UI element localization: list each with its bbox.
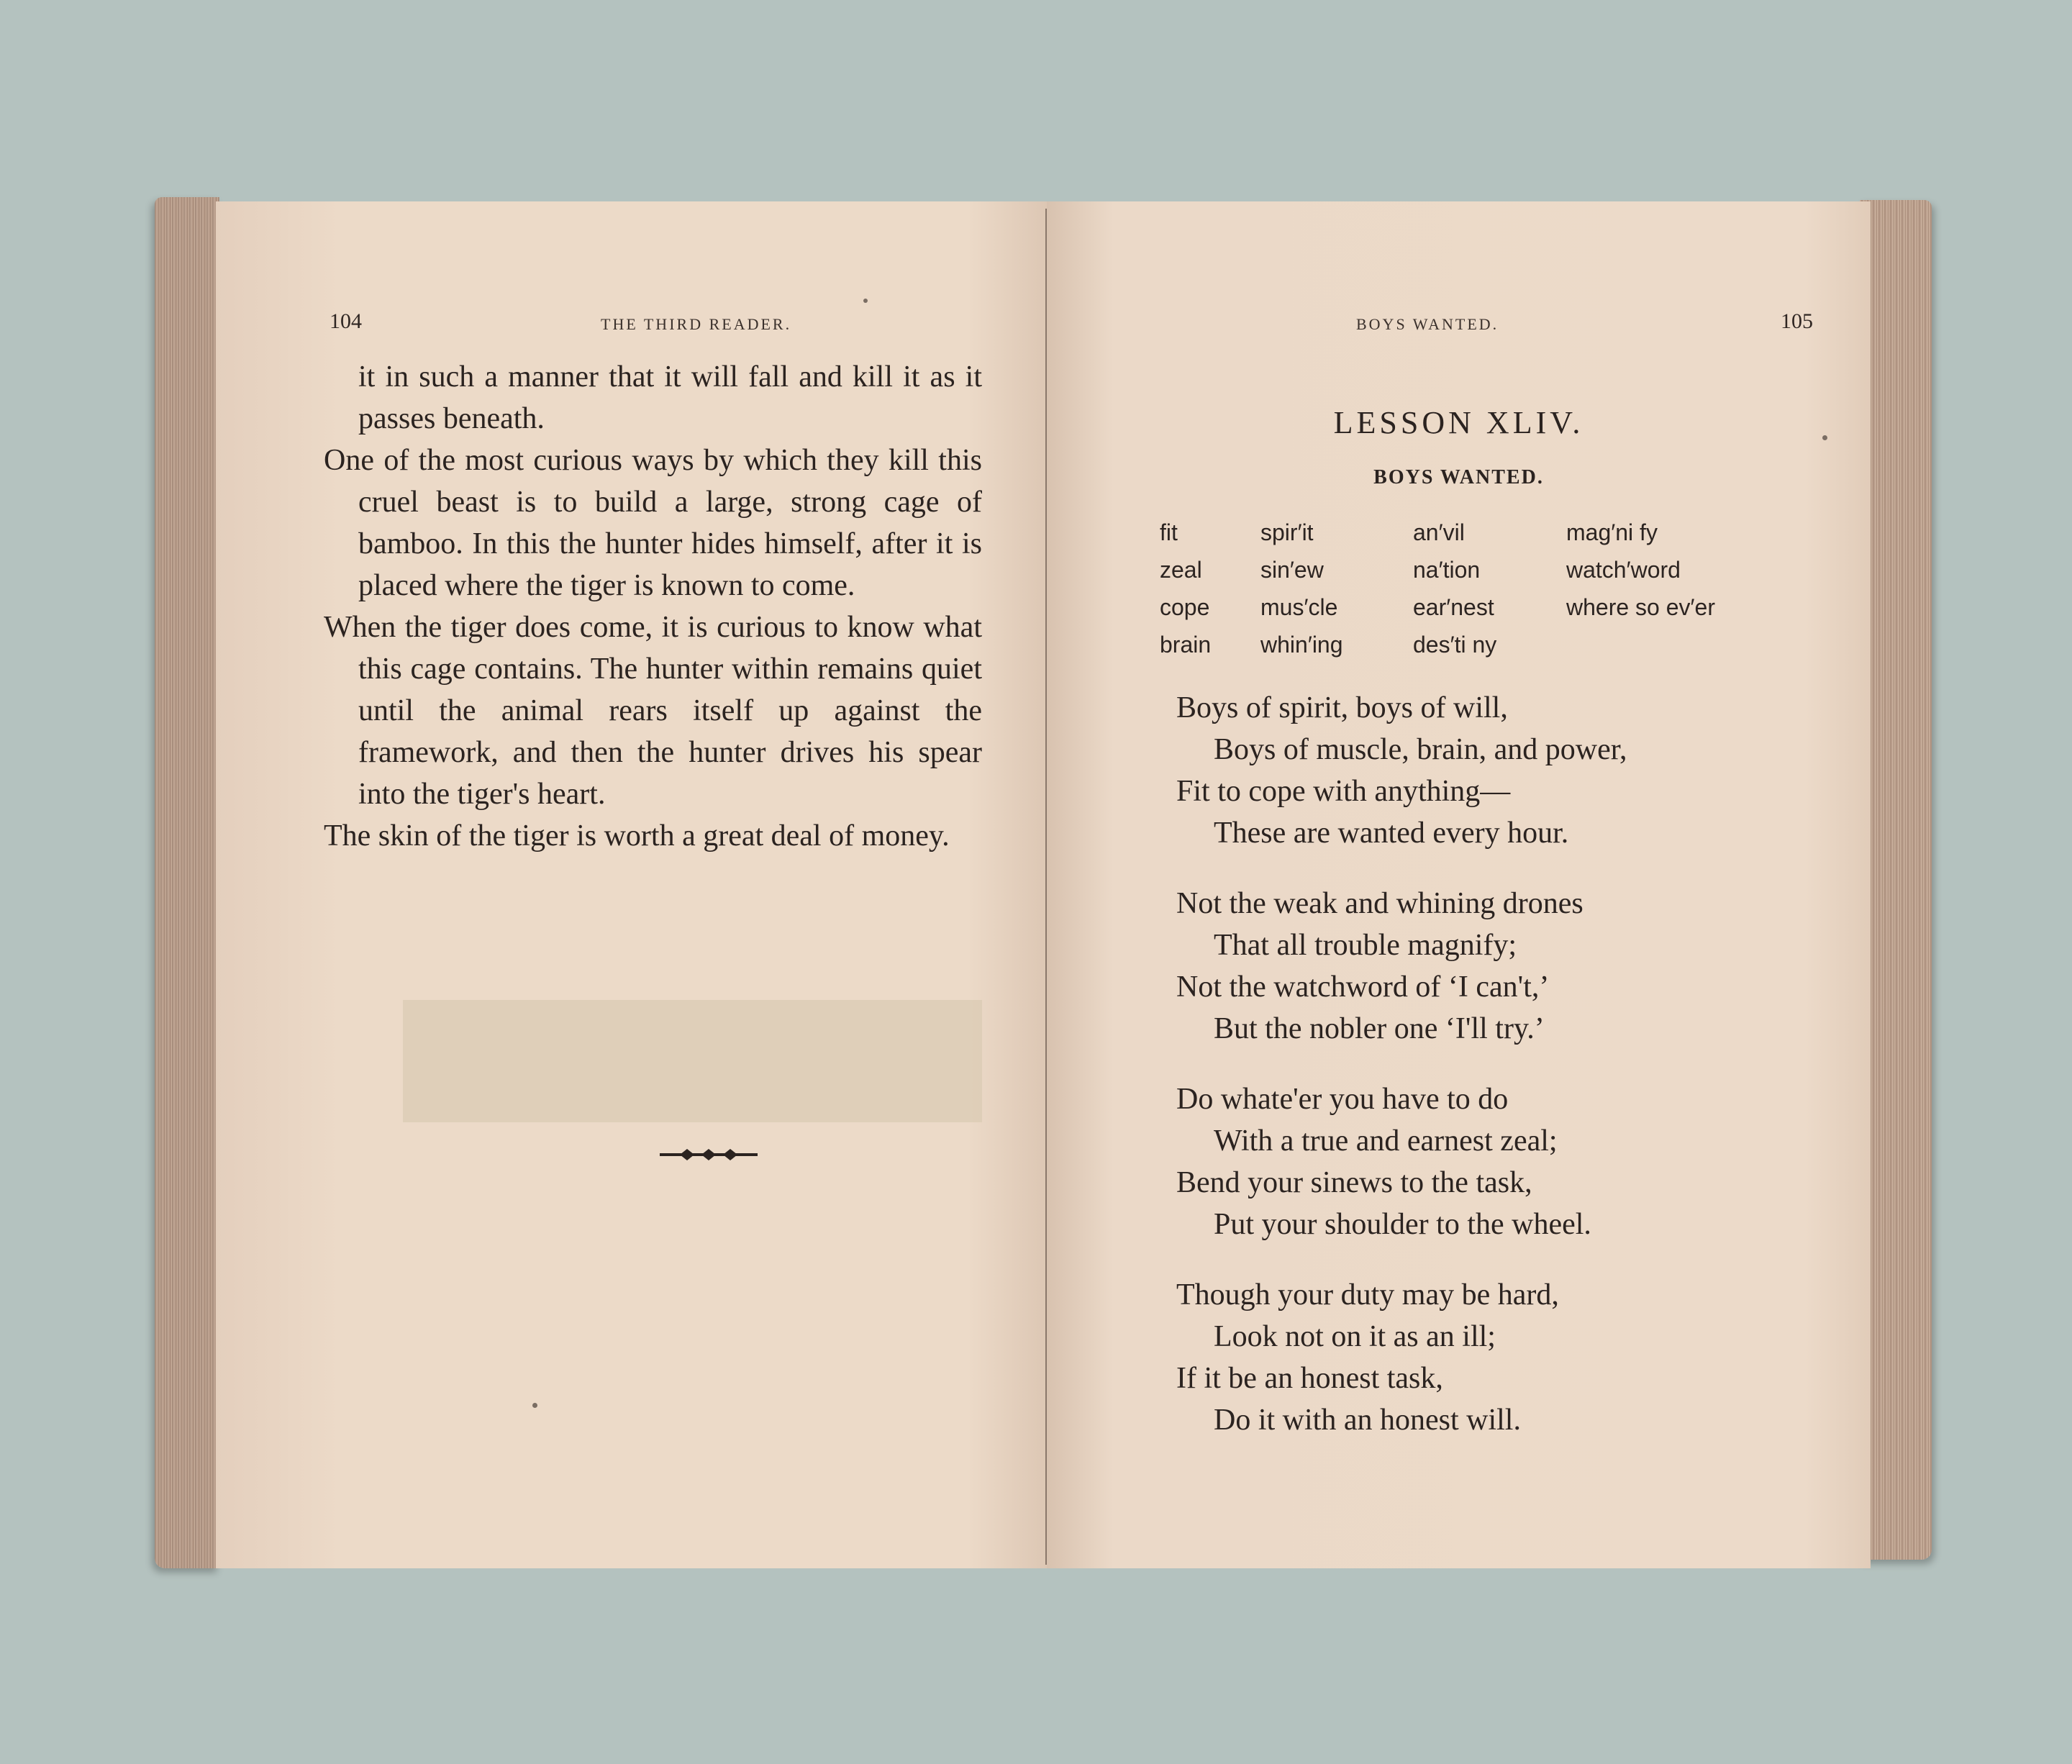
poem-line: Do it with an honest will. bbox=[1214, 1404, 1521, 1437]
paragraph: it in such a manner that it will fall and kill it as it passes beneath. bbox=[358, 360, 982, 435]
right-page bbox=[1047, 201, 1871, 1568]
poem-line: Boys of muscle, brain, and power, bbox=[1214, 733, 1627, 766]
left-page-number: 104 bbox=[330, 309, 362, 333]
poem-line: Fit to cope with anything— bbox=[1176, 775, 1511, 808]
poem-line: Not the watchword of ‘I can't,’ bbox=[1176, 970, 1550, 1004]
poem-line: With a true and earnest zeal; bbox=[1214, 1124, 1558, 1158]
poem-line: Boys of spirit, boys of will, bbox=[1176, 691, 1508, 724]
vocab-word: an′vil bbox=[1413, 519, 1465, 545]
poem-line: These are wanted every hour. bbox=[1214, 817, 1569, 850]
paragraph: When the tiger does come, it is curious to know what this cage contains. The hunter within remains quiet until the animal rears itself up against the framework, and then the hunter drives his spear into the tiger's heart. bbox=[324, 611, 982, 811]
vocab-word: brain bbox=[1160, 632, 1212, 658]
lesson-subtitle: BOYS WANTED. bbox=[1373, 466, 1544, 488]
vocab-word: watch′word bbox=[1566, 557, 1681, 583]
poem-stanza bbox=[1176, 1274, 1824, 1441]
vocab-word: mag′ni fy bbox=[1566, 519, 1658, 545]
vocabulary-list bbox=[1160, 518, 1753, 659]
lesson-title: LESSON XLIV. bbox=[1333, 405, 1584, 440]
right-running-head: BOYS WANTED. bbox=[1356, 315, 1499, 333]
poem-stanza bbox=[1176, 1078, 1824, 1245]
poem-line: Look not on it as an ill; bbox=[1214, 1320, 1496, 1353]
poem-line: If it be an honest task, bbox=[1176, 1362, 1443, 1395]
paper-speck bbox=[863, 299, 868, 303]
poem-line: Though your duty may be hard, bbox=[1176, 1278, 1559, 1311]
poem-line: That all trouble magnify; bbox=[1214, 929, 1517, 962]
left-page bbox=[216, 201, 1050, 1568]
vocab-word: ear′nest bbox=[1413, 594, 1494, 620]
right-page-number: 105 bbox=[1781, 309, 1813, 333]
vocab-word: sin′ew bbox=[1260, 557, 1324, 583]
poem-stanza bbox=[1176, 687, 1824, 854]
vocab-word: cope bbox=[1160, 594, 1210, 620]
poem-line: Bend your sinews to the task, bbox=[1176, 1166, 1532, 1199]
paragraph: The skin of the tiger is worth a great deal of money. bbox=[324, 819, 950, 853]
poem-line: Do whate'er you have to do bbox=[1176, 1083, 1509, 1116]
vocab-word: zeal bbox=[1160, 557, 1202, 583]
poem bbox=[1176, 687, 1824, 1470]
open-book bbox=[155, 194, 1932, 1583]
vocab-word: where so ev′er bbox=[1566, 594, 1715, 620]
vocab-word: whin′ing bbox=[1260, 632, 1343, 658]
left-page-edges bbox=[155, 197, 219, 1568]
left-prose bbox=[324, 356, 982, 857]
paragraph: One of the most curious ways by which they kill this cruel beast is to build a large, strong cage of bamboo. In this the hunter hides himself, after it is placed where the tiger is known to come. bbox=[324, 444, 982, 602]
left-running-head: THE THIRD READER. bbox=[601, 315, 792, 333]
paper-speck bbox=[1822, 435, 1827, 440]
vocab-word: spir′it bbox=[1260, 519, 1314, 545]
vocab-word: na′tion bbox=[1413, 557, 1481, 583]
poem-line: Put your shoulder to the wheel. bbox=[1214, 1208, 1591, 1241]
poem-line: But the nobler one ‘I'll try.’ bbox=[1214, 1012, 1545, 1045]
right-page-edges bbox=[1860, 200, 1932, 1560]
ornament-divider-icon bbox=[658, 1147, 759, 1162]
vocab-word: fit bbox=[1160, 519, 1178, 545]
paper-speck bbox=[532, 1403, 537, 1408]
vocab-word bbox=[1566, 630, 1753, 659]
vocab-word: mus′cle bbox=[1260, 594, 1338, 620]
show-through-shadow bbox=[403, 1000, 982, 1122]
vocab-word: des′ti ny bbox=[1413, 632, 1497, 658]
poem-stanza bbox=[1176, 883, 1824, 1050]
poem-line: Not the weak and whining drones bbox=[1176, 887, 1583, 920]
